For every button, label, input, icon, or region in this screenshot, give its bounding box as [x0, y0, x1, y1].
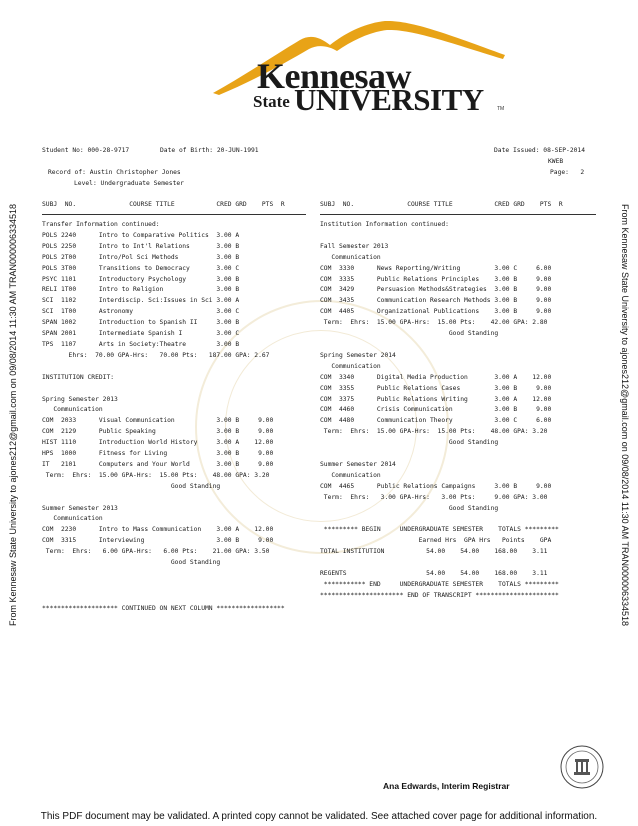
transcript-line: Communication [320, 471, 381, 479]
transcript-line [320, 340, 559, 351]
transcript-line: Earned Hrs GPA Hrs Points GPA [320, 537, 552, 545]
transcript-line: Communication [42, 406, 103, 414]
logo-state: State [253, 92, 290, 111]
transcript-line: COM 3375 Public Relations Writing 3.00 A 12.00 [320, 395, 552, 403]
transcript-line: Term: Ehrs: 15.00 GPA-Hrs: 15.00 Pts: 42.00 GPA: 2.80 [320, 319, 548, 327]
left-column-header: SUBJ NO. COURSE TITLE CRED GRD PTS R [42, 201, 285, 208]
level: Level: Undergraduate Semester [74, 180, 184, 187]
right-header-rule [320, 214, 596, 215]
transcript-line: ********* BEGIN UNDERGRADUATE SEMESTER TOTALS ********* [320, 526, 559, 534]
transcript-line: IT 2101 Computers and Your World 3.00 B 9.00 [42, 460, 274, 468]
transcript-line: Term: Ehrs: 6.00 GPA-Hrs: 6.00 Pts: 21.00 GPA: 3.50 [42, 548, 270, 556]
transcript-line: COM 2129 Public Speaking 3.00 B 9.00 [42, 428, 274, 436]
date-of-birth: Date of Birth: 20-JUN-1991 [160, 147, 259, 154]
transcript-line: COM 4405 Organizational Publications 3.00 B 9.00 [320, 308, 552, 316]
transcript-line: Term: Ehrs: 15.00 GPA-Hrs: 15.00 Pts: 48.00 GPA: 3.20 [320, 428, 548, 436]
transcript-line [320, 514, 559, 525]
record-of: Record of: Austin Christopher Jones [48, 169, 181, 176]
transcript-line: *********** END UNDERGRADUATE SEMESTER TOTALS ********* [320, 580, 559, 588]
transcript-line: POLS 2T00 Intro/Pol Sci Methods 3.00 B [42, 253, 240, 261]
transcript-line: Good Standing [320, 504, 499, 512]
footer-note: This PDF document may be validated. A printed copy cannot be validated. See attached cover page for additional information. [40, 811, 598, 822]
transcript-line: Good Standing [42, 482, 221, 490]
transcript-line: Term: Ehrs: 3.00 GPA-Hrs: 3.00 Pts: 9.00 GPA: 3.00 [320, 493, 548, 501]
transcript-line: COM 3355 Public Relations Cases 3.00 B 9.00 [320, 384, 552, 392]
transcript-line: COM 4460 Crisis Communication 3.00 B 9.00 [320, 406, 552, 414]
transcript-line: Good Standing [42, 559, 221, 567]
transcript-line: PSYC 1101 Introductory Psychology 3.00 B [42, 275, 240, 283]
transcript-line: Institution Information continued: [320, 221, 449, 228]
transcript-line: ********************** END OF TRANSCRIPT ********************** [320, 591, 559, 599]
transcript-line: SPAN 2001 Intermediate Spanish I 3.00 C [42, 330, 240, 338]
transcript-line: Summer Semester 2013 [42, 504, 118, 512]
transcript-line: Transfer Information continued: [42, 221, 160, 228]
transcript-line: INSTITUTION CREDIT: [42, 373, 115, 381]
transcript-line: COM 2033 Visual Communication 3.00 B 9.00 [42, 417, 274, 425]
transcript-line: Good Standing [320, 330, 499, 338]
transcript-line [320, 231, 559, 242]
transcript-line: COM 3429 Persuasion Methods&Strategies 3.00 B 9.00 [320, 286, 552, 294]
side-stamp-right: From Kennesaw State University to ajones212@gmail.com on 09/08/2014 11:30 AM TRAN000006334518 [620, 203, 630, 627]
student-number: Student No: 000-28-9717 [42, 147, 130, 154]
transcript-line: TOTAL INSTITUTION 54.00 54.00 168.00 3.11 [320, 548, 548, 556]
transcript-line: COM 3330 News Reporting/Writing 3.00 C 6.00 [320, 264, 552, 272]
logo-university: UNIVERSITY [294, 82, 484, 117]
transcript-line: REGENTS 54.00 54.00 168.00 3.11 [320, 570, 548, 577]
transcript-line [320, 449, 559, 460]
transcript-line: Spring Semester 2014 [320, 351, 396, 359]
side-stamp-left: From Kennesaw State University to ajones212@gmail.com on 09/08/2014 11:30 AM TRAN000006334518 [8, 203, 18, 627]
logo-tm: TM [497, 106, 505, 112]
continued-note: ******************** CONTINUED ON NEXT COLUMN ****************** [42, 605, 285, 612]
transcript-line: Ehrs: 70.00 GPA-Hrs: 70.00 Pts: 187.00 GPA: 2.67 [42, 351, 270, 359]
transcript-line: Spring Semester 2013 [42, 395, 118, 403]
transcript-line: COM 3315 Interviewing 3.00 B 9.00 [42, 537, 274, 545]
transcript-line: COM 3335 Public Relations Principles 3.00 B 9.00 [320, 275, 552, 283]
right-column-header: SUBJ NO. COURSE TITLE CRED GRD PTS R [320, 201, 563, 208]
transcript-line [42, 362, 273, 373]
transcript-line: COM 3340 Digital Media Production 3.00 A 12.00 [320, 373, 552, 381]
transcript-line: POLS 2240 Intro to Comparative Politics 3.00 A [42, 231, 240, 239]
transcript-line: COM 2230 Intro to Mass Communication 3.00 A 12.00 [42, 526, 274, 534]
transcript-line: Summer Semester 2014 [320, 460, 396, 468]
page-number: Page: 2 [550, 169, 585, 176]
transcript-line [42, 384, 273, 395]
registrar-seal-icon [560, 745, 604, 789]
transcript-line: SCI 1T00 Astronomy 3.00 C [42, 308, 240, 316]
transcript-line: Term: Ehrs: 15.00 GPA-Hrs: 15.00 Pts: 48.00 GPA: 3.20 [42, 471, 270, 479]
transcript-line: TPS 1107 Arts in Society:Theatre 3.00 B [42, 340, 240, 348]
transcript-line: COM 4480 Communication Theory 3.00 C 6.00 [320, 417, 552, 425]
transcript-line: HPS 1000 Fitness for Living 3.00 B 9.00 [42, 450, 274, 458]
transcript-line: Good Standing [320, 439, 499, 447]
transcript-line: Communication [320, 253, 381, 261]
transcript-line [42, 493, 273, 504]
logo-kennesaw: Kennesaw [257, 56, 412, 96]
transcript-line: POLS 3T00 Transitions to Democracy 3.00 C [42, 264, 240, 272]
left-header-rule [42, 214, 306, 215]
transcript-line: Communication [320, 362, 381, 370]
right-column [320, 220, 559, 602]
transcript-line: HIST 1110 Introduction World History 3.00 A 12.00 [42, 439, 274, 447]
left-column [42, 220, 273, 569]
transcript-line: SCI 1102 Interdiscip. Sci:Issues in Sci 3.00 A [42, 297, 240, 305]
transcript-line: SPAN 1002 Introduction to Spanish II 3.00 B [42, 319, 240, 327]
date-issued: Date Issued: 08-SEP-2014 [494, 147, 585, 154]
transcript-line: RELI 1T00 Intro to Religion 3.00 B [42, 286, 240, 294]
registrar-signature: Ana Edwards, Interim Registrar [383, 781, 510, 791]
transcript-line: Communication [42, 515, 103, 523]
transcript-line [320, 558, 559, 569]
transcript-line: POLS 2250 Intro to Int'l Relations 3.00 B [42, 242, 240, 250]
transcript-line: COM 4465 Public Relations Campaigns 3.00 B 9.00 [320, 482, 552, 490]
transcript-line: COM 3435 Communication Research Methods 3.00 B 9.00 [320, 297, 552, 305]
transcript-line: Fall Semester 2013 [320, 242, 389, 250]
issue-code: KWEB [548, 158, 564, 165]
